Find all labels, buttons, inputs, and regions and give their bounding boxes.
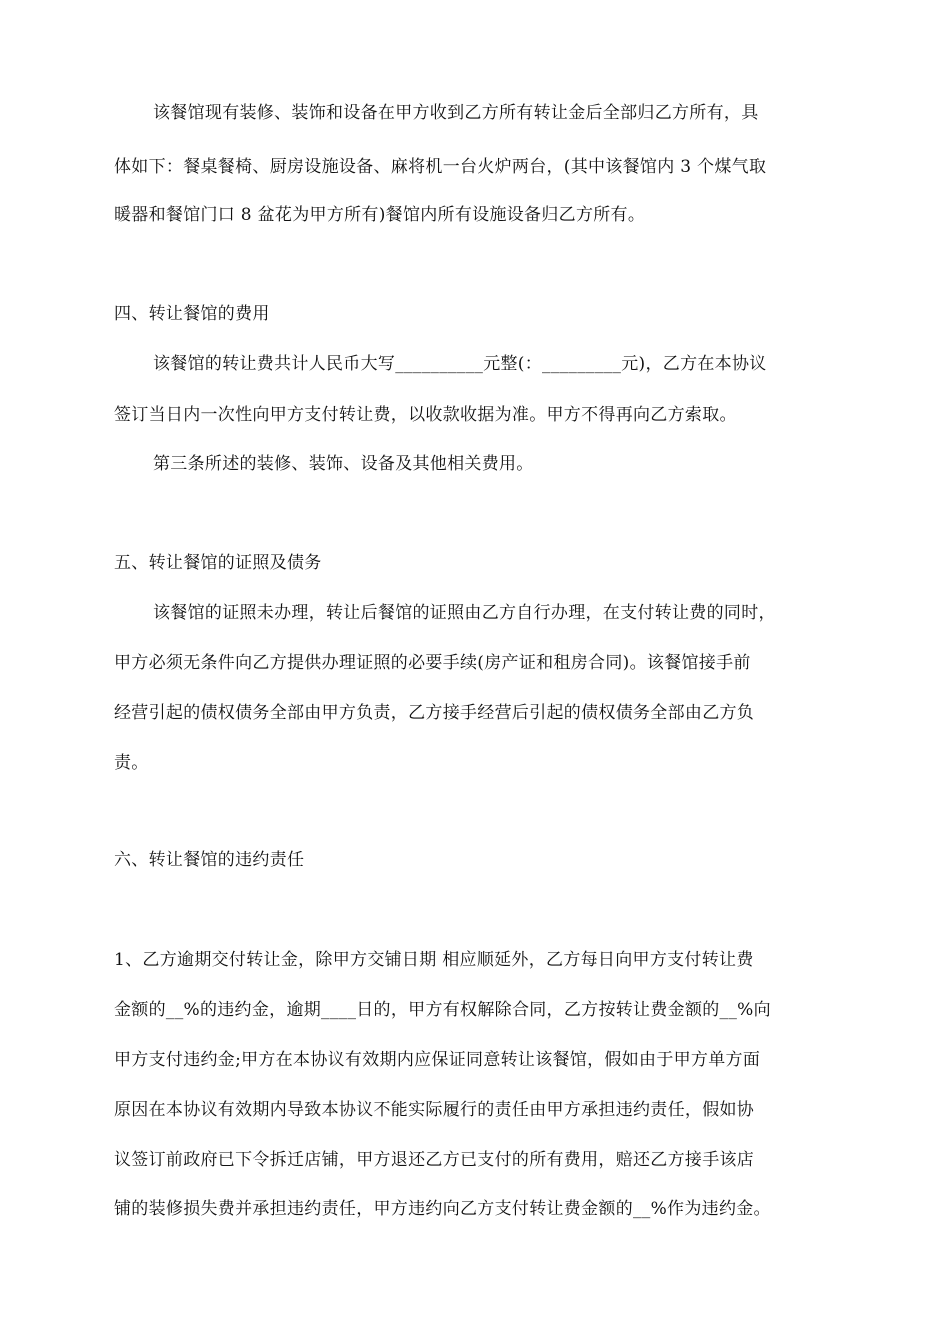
text-line: 原因在本协议有效期内导致本协议不能实际履行的责任由甲方承担违约责任，假如协 [114, 1100, 755, 1120]
text-line: 责。 [114, 753, 149, 773]
section-heading-fees: 四、转让餐馆的费用 [114, 304, 270, 324]
text-line: 经营引起的债权债务全部由甲方负责，乙方接手经营后引起的债权债务全部由乙方负 [114, 703, 755, 723]
text-line: 该餐馆现有装修、装饰和设备在甲方收到乙方所有转让金后全部归乙方所有，具 [153, 103, 759, 123]
text-line: 金额的__%的违约金，逾期____日的，甲方有权解除合同，乙方按转让费金额的__%向 [114, 1000, 771, 1020]
section-heading-breach-liability: 六、转让餐馆的违约责任 [114, 850, 305, 870]
text-line: 该餐馆的转让费共计人民币大写__________元整(：_________元)，乙方在本协议 [153, 354, 767, 374]
text-line: 签订当日内一次性向甲方支付转让费，以收款收据为准。甲方不得再向乙方索取。 [114, 405, 737, 425]
section4-paragraph-2: 第三条所述的装修、装饰、设备及其他相关费用。 [153, 454, 534, 474]
text-line: 暖器和餐馆门口 8 盆花为甲方所有)餐馆内所有设施设备归乙方所有。 [114, 205, 646, 225]
text-line: 该餐馆的证照未办理，转让后餐馆的证照由乙方自行办理，在支付转让费的同时， [153, 603, 776, 623]
section-heading-licenses-debts: 五、转让餐馆的证照及债务 [114, 553, 322, 573]
text-line: 甲方支付违约金;甲方在本协议有效期内应保证同意转让该餐馆，假如由于甲方单方面 [114, 1050, 761, 1070]
text-line: 甲方必须无条件向乙方提供办理证照的必要手续(房产证和租房合同)。该餐馆接手前 [114, 653, 751, 673]
text-line: 议签订前政府已下令拆迁店铺，甲方退还乙方已支付的所有费用，赔还乙方接手该店 [114, 1150, 755, 1170]
text-line: 1、乙方逾期交付转让金，除甲方交铺日期 相应顺延外，乙方每日向甲方支付转让费 [114, 950, 754, 970]
text-line: 体如下：餐桌餐椅、厨房设施设备、麻将机一台火炉两台，(其中该餐馆内 3 个煤气取 [114, 157, 767, 177]
text-line: 铺的装修损失费并承担违约责任，甲方违约向乙方支付转让费金额的__%作为违约金。 [114, 1199, 771, 1219]
